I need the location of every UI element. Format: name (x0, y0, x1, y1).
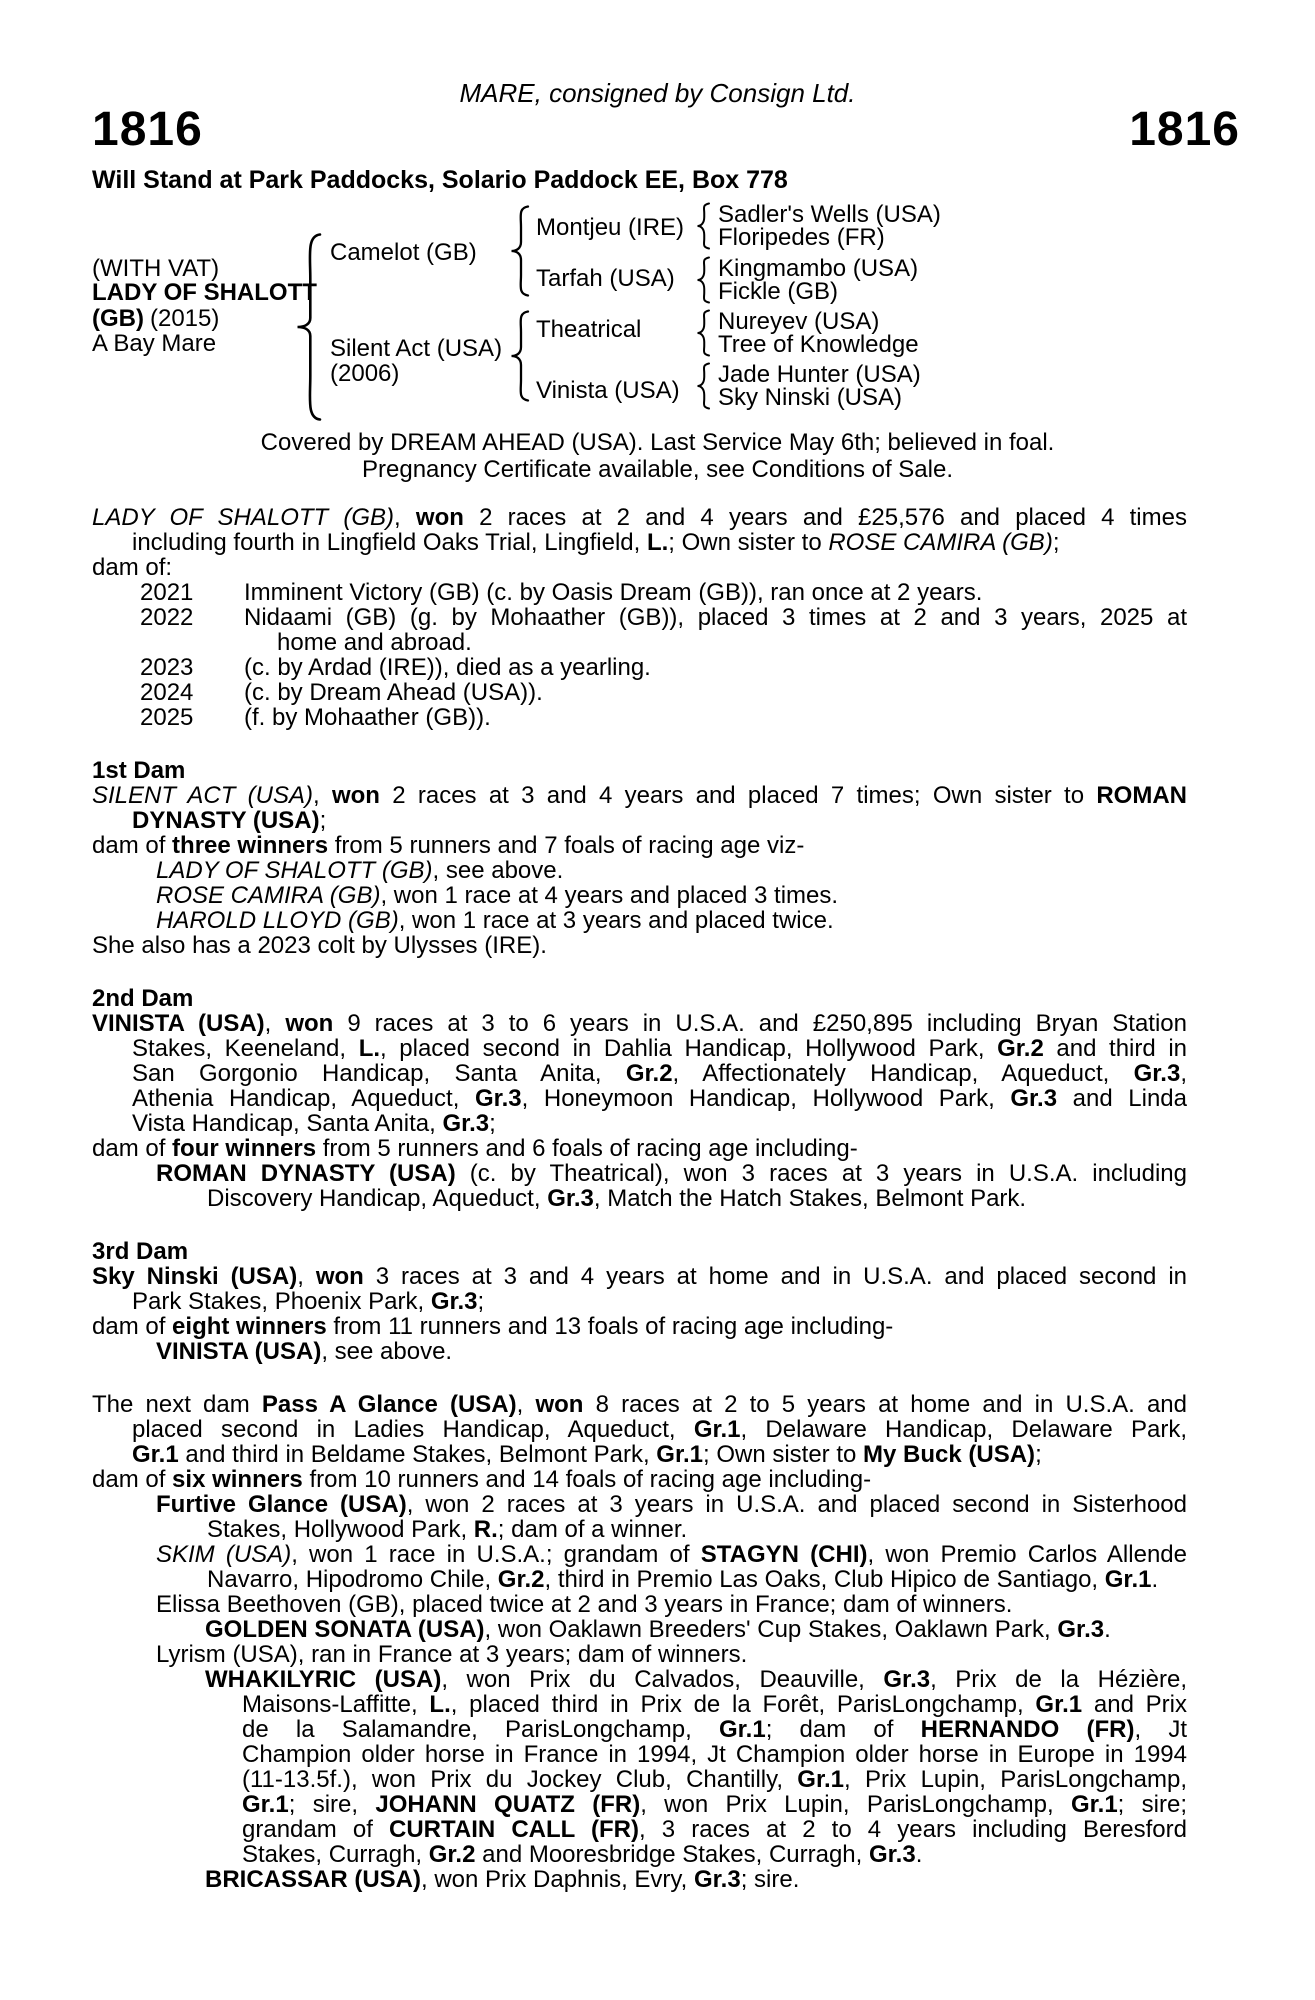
text-line (92, 1842, 1187, 1867)
plain-text: and Prix (1082, 1691, 1188, 1718)
plain-text: , placed third in Prix de la Forêt, ParisLongchamp, (450, 1691, 1036, 1718)
plain-text: Discovery Handicap, Aqueduct, (207, 1185, 548, 1212)
pedigree-paragraph (92, 933, 1187, 958)
text-line (92, 833, 1187, 858)
pedigree-brace (696, 362, 711, 410)
plain-text: , Delaware Handicap, Delaware Park, (740, 1416, 1187, 1443)
pedigree-paragraph (92, 883, 1187, 908)
plain-text: ; sire, (288, 1791, 376, 1818)
plain-text: , won 1 race in U.S.A.; grandam of (291, 1541, 701, 1568)
plain-text: from 5 runners and 7 foals of racing age viz- (328, 832, 805, 859)
plain-text: Imminent Victory (GB) (c. by Oasis Dream (GB)), ran once at 2 years. (244, 579, 983, 606)
pedigree-page-body (92, 505, 1187, 1892)
plain-text: Stakes, Keeneland, (132, 1035, 359, 1062)
produce-record (92, 655, 1187, 680)
gen3-sire-dam: Tarfah (USA) (536, 265, 675, 292)
bold-text: ROMAN DYNASTY (USA) (156, 1160, 456, 1187)
bold-text: L. (429, 1691, 451, 1718)
plain-text: ; Own sister to (702, 1441, 864, 1468)
pedigree-paragraph (92, 555, 1187, 580)
pedigree-paragraph (92, 783, 1187, 833)
text-line (92, 1086, 1187, 1111)
plain-text: . (1151, 1566, 1159, 1593)
plain-text: ; dam of (765, 1716, 921, 1743)
produce-record (92, 580, 1187, 605)
plain-text: , Prix de la Hézière, (930, 1666, 1187, 1693)
text-line (92, 1667, 1187, 1692)
text-line (92, 1742, 1187, 1767)
plain-text: (c. by Theatrical), won 3 races at 3 years in U.S.A. including (455, 1160, 1187, 1187)
plain-text: Navarro, Hipodromo Chile, (207, 1566, 498, 1593)
pedigree-brace (296, 233, 322, 421)
subject-name: LADY OF SHALOTT (92, 279, 317, 306)
covered-line: Covered by DREAM AHEAD (USA). Last Service May 6th; believed in foal. (260, 429, 1055, 456)
text-line (92, 1111, 1187, 1136)
plain-text: and third in Beldame Stakes, Belmont Park, (178, 1441, 657, 1468)
plain-text: . (915, 1841, 923, 1868)
plain-text: Nidaami (GB) (g. by Mohaather (GB)), placed 3 times at 2 and 3 years, 2025 at (244, 604, 1187, 631)
plain-text: Lyrism (USA), ran in France at 3 years; dam of winners. (156, 1641, 748, 1668)
text-line (92, 1792, 1187, 1817)
text-line (92, 1867, 1187, 1892)
plain-text: (11-13.5f.), won Prix du Jockey Club, Chantilly, (242, 1766, 798, 1793)
plain-text: ; (319, 807, 327, 834)
gen4-ancestor-7: Jade Hunter (USA) (718, 361, 921, 388)
bold-text: three winners (172, 832, 329, 859)
gen4-ancestor-3: Kingmambo (USA) (718, 255, 919, 282)
plain-text: from 5 runners and 6 foals of racing age including- (316, 1135, 858, 1162)
text-line (92, 1314, 1187, 1339)
bold-text: VINISTA (USA) (92, 1010, 265, 1037)
plain-text: , Prix Lupin, ParisLongchamp, (844, 1766, 1188, 1793)
text-line (92, 883, 1187, 908)
pedigree-brace (696, 309, 711, 357)
plain-text: grandam of (242, 1816, 389, 1843)
plain-text: , won Premio Carlos Allende (867, 1541, 1187, 1568)
plain-text: , placed second in Dahlia Handicap, Hollywood Park, (380, 1035, 998, 1062)
bold-text: JOHANN QUATZ (FR) (375, 1791, 641, 1818)
plain-text: , (516, 1391, 536, 1418)
pedigree-brace (510, 310, 530, 402)
plain-text: , Match the Hatch Stakes, Belmont Park. (593, 1185, 1027, 1212)
pedigree-paragraph (92, 1011, 1187, 1136)
plain-text: Maisons-Laffitte, (242, 1691, 430, 1718)
bold-text: won (331, 782, 380, 809)
bold-text: L. (358, 1035, 381, 1062)
plain-text: , won 2 races at 3 years in U.S.A. and placed second in Sisterhood (406, 1491, 1187, 1518)
bold-text: eight winners (172, 1313, 327, 1340)
plain-text: The next dam (92, 1391, 262, 1418)
bold-text: Gr.1 (132, 1441, 179, 1468)
produce-year: 2021 (140, 579, 194, 606)
plain-text: home and abroad. (277, 629, 472, 656)
bold-text: Gr.2 (625, 1060, 673, 1087)
bold-text: VINISTA (USA) (156, 1338, 322, 1365)
pedigree-paragraph (92, 1136, 1187, 1161)
text-line (92, 1442, 1187, 1467)
bold-text: Gr.1 (718, 1716, 766, 1743)
plain-text: ; Own sister to (668, 529, 829, 556)
text-line (92, 605, 1187, 630)
plain-text: , (264, 1010, 286, 1037)
section-heading: 1st Dam (92, 757, 186, 784)
section-heading: 2nd Dam (92, 985, 194, 1012)
plain-text: , see above. (432, 857, 564, 884)
text-line (92, 1264, 1187, 1289)
pedigree-paragraph (92, 1592, 1187, 1617)
italic-text: SILENT ACT (USA) (92, 782, 314, 809)
italic-text: ROSE CAMIRA (GB) (828, 529, 1053, 556)
produce-year: 2023 (140, 654, 194, 681)
plain-text: from 10 runners and 14 foals of racing age including- (302, 1466, 872, 1493)
pedigree-paragraph (92, 858, 1187, 883)
text-line (92, 908, 1187, 933)
text-line (92, 1011, 1187, 1036)
plain-text: Athenia Handicap, Aqueduct, (132, 1085, 475, 1112)
subject-suffix: (GB) (92, 305, 144, 332)
bold-text: Gr.3 (1057, 1616, 1105, 1643)
bold-text: R. (473, 1516, 498, 1543)
text-line (92, 933, 1187, 958)
pedigree-paragraph (92, 1542, 1187, 1592)
section-gap (92, 1211, 1187, 1239)
plain-text: 3 races at 3 and 4 years at home and in U.S.A. and placed second in (363, 1263, 1188, 1290)
plain-text: ; (489, 1110, 496, 1137)
pedigree-brace (510, 205, 530, 297)
dam-name: Silent Act (USA) (330, 335, 503, 362)
plain-text: (c. by Ardad (IRE)), died as a yearling. (244, 654, 651, 681)
plain-text: , (394, 504, 416, 531)
italic-text: SKIM (USA) (156, 1541, 292, 1568)
plain-text: ; dam of a winner. (497, 1516, 688, 1543)
bold-text: Gr.3 (430, 1288, 478, 1315)
plain-text: , won 1 race at 3 years and placed twice. (398, 907, 834, 934)
pedigree-table (0, 0, 1315, 430)
pedigree-paragraph (92, 1314, 1187, 1339)
text-line (92, 1417, 1187, 1442)
text-line (92, 1161, 1187, 1186)
section-gap (92, 1364, 1187, 1392)
plain-text: dam of (92, 1313, 173, 1340)
plain-text: , 3 races at 2 to 4 years including Beresford (638, 1816, 1187, 1843)
bold-text: Gr.3 (1010, 1085, 1058, 1112)
lot-number-right: 1816 (1129, 103, 1240, 156)
gen4-ancestor-4: Fickle (GB) (718, 278, 838, 305)
text-line (92, 1517, 1187, 1542)
gen3-sire-sire: Montjeu (IRE) (536, 214, 685, 241)
dam-year: (2006) (330, 360, 400, 387)
plain-text: , won Prix Lupin, ParisLongchamp, (640, 1791, 1071, 1818)
plain-text: , won Prix Daphnis, Evry, (421, 1866, 694, 1893)
text-line (92, 1467, 1187, 1492)
consignor-line: MARE, consigned by Consign Ltd. (459, 78, 856, 108)
plain-text: 2 races at 3 and 4 years and placed 7 times; Own sister to (379, 782, 1097, 809)
text-line (92, 655, 1187, 680)
plain-text: , won Prix du Calvados, Deauville, (441, 1666, 884, 1693)
bold-text: Gr.1 (656, 1441, 703, 1468)
produce-year: 2024 (140, 679, 194, 706)
bold-text: Gr.2 (997, 1035, 1044, 1062)
bold-text: BRICASSAR (USA) (205, 1866, 421, 1893)
pedigree-paragraph (92, 1467, 1187, 1492)
text-line (92, 783, 1187, 808)
pedigree-paragraph (92, 1867, 1187, 1892)
plain-text: ; sire; (1117, 1791, 1187, 1818)
text-line (92, 630, 1187, 655)
plain-text: including fourth in Lingfield Oaks Trial, Lingfield, (132, 529, 647, 556)
plain-text: dam of (92, 832, 173, 859)
subject-description: A Bay Mare (92, 330, 217, 357)
bold-text: DYNASTY (USA) (132, 807, 320, 834)
bold-text: Gr.2 (428, 1841, 476, 1868)
pedigree-paragraph (92, 833, 1187, 858)
plain-text: , (313, 782, 332, 809)
bold-text: L. (646, 529, 669, 556)
produce-year: 2025 (140, 704, 194, 731)
plain-text: , Honeymoon Handicap, Hollywood Park, (521, 1085, 1011, 1112)
lot-number-left: 1816 (92, 103, 203, 156)
plain-text: , Affectionately Handicap, Aqueduct, (672, 1060, 1134, 1087)
text-line (92, 1567, 1187, 1592)
text-line (92, 1289, 1187, 1314)
gen4-ancestor-8: Sky Ninski (USA) (718, 384, 903, 411)
text-line (92, 1642, 1187, 1667)
italic-text: HAROLD LLOYD (GB) (156, 907, 399, 934)
text-line (92, 505, 1187, 530)
stand-location-line: Will Stand at Park Paddocks, Solario Paddock EE, Box 778 (92, 166, 788, 194)
bold-text: Gr.1 (1104, 1566, 1152, 1593)
bold-text: Sky Ninski (USA) (92, 1263, 298, 1290)
section-heading: 3rd Dam (92, 1238, 189, 1265)
bold-text: Pass A Glance (USA) (261, 1391, 517, 1418)
plain-text: , (1180, 1060, 1187, 1087)
bold-text: Gr.1 (797, 1766, 844, 1793)
pedigree-brace (696, 256, 711, 304)
subject-suffix-year (92, 306, 219, 331)
bold-text: GOLDEN SONATA (USA) (205, 1616, 485, 1643)
pedigree-paragraph (92, 1339, 1187, 1364)
text-line (92, 705, 1187, 730)
bold-text: Gr.2 (497, 1566, 545, 1593)
produce-record (92, 705, 1187, 730)
text-line (92, 1542, 1187, 1567)
plain-text: placed second in Ladies Handicap, Aqueduct, (132, 1416, 694, 1443)
plain-text: , won 1 race at 4 years and placed 3 times. (380, 882, 839, 909)
text-line (92, 1717, 1187, 1742)
bold-text: STAGYN (CHI) (700, 1541, 868, 1568)
bold-text: Gr.1 (693, 1416, 741, 1443)
plain-text: 8 races at 2 to 5 years at home and in U.S.A. and (583, 1391, 1187, 1418)
pedigree-paragraph (92, 908, 1187, 933)
pedigree-paragraph (92, 1667, 1187, 1867)
pedigree-brace (696, 202, 711, 250)
text-line (92, 680, 1187, 705)
bold-text: Gr.3 (869, 1841, 916, 1868)
bold-text: My Buck (USA) (863, 1441, 1036, 1468)
gen4-ancestor-6: Tree of Knowledge (718, 331, 919, 358)
text-line (92, 530, 1187, 555)
pedigree-paragraph (92, 1264, 1187, 1314)
plain-text: ; sire. (740, 1866, 800, 1893)
plain-text: ; (1052, 529, 1060, 556)
pedigree-paragraph (92, 1161, 1187, 1211)
plain-text: , (297, 1263, 316, 1290)
pedigree-paragraph (92, 505, 1187, 555)
bold-text: WHAKILYRIC (USA) (205, 1666, 442, 1693)
gen3-dam-sire: Theatrical (536, 316, 642, 343)
plain-text: San Gorgonio Handicap, Santa Anita, (132, 1060, 626, 1087)
plain-text: ; (477, 1288, 485, 1315)
text-line (92, 1617, 1187, 1642)
text-line (92, 1186, 1187, 1211)
text-line (92, 1392, 1187, 1417)
bold-text: Gr.1 (1035, 1691, 1083, 1718)
pedigree-paragraph (92, 1642, 1187, 1667)
plain-text: and Mooresbridge Stakes, Curragh, (475, 1841, 869, 1868)
plain-text: , see above. (321, 1338, 453, 1365)
gen4-ancestor-1: Sadler's Wells (USA) (718, 201, 941, 228)
plain-text: dam of (92, 1135, 173, 1162)
subject-year: (2015) (149, 305, 220, 332)
plain-text: Champion older horse in France in 1994, Jt Champion older horse in Europe in 1994 (242, 1741, 1187, 1768)
produce-record (92, 680, 1187, 705)
plain-text: ; (1035, 1441, 1042, 1468)
pedigree-paragraph (92, 1392, 1187, 1467)
bold-text: Gr.1 (1070, 1791, 1118, 1818)
italic-text: LADY OF SHALOTT (GB) (92, 504, 395, 531)
text-line (92, 1592, 1187, 1617)
bold-text: Gr.3 (547, 1185, 594, 1212)
plain-text: and Linda (1057, 1085, 1187, 1112)
text-line (92, 1692, 1187, 1717)
plain-text: Stakes, Curragh, (242, 1841, 429, 1868)
text-line (92, 580, 1187, 605)
pedigree-paragraph (92, 1492, 1187, 1542)
bold-text: Gr.3 (883, 1666, 931, 1693)
bold-text: HERNANDO (FR) (920, 1716, 1135, 1743)
pedigree-paragraph (92, 1617, 1187, 1642)
plain-text: She also has a 2023 colt by Ulysses (IRE). (92, 932, 547, 959)
plain-text: . (1104, 1616, 1111, 1643)
bold-text: four winners (172, 1135, 317, 1162)
text-line (92, 1817, 1187, 1842)
bold-text: Furtive Glance (USA) (156, 1491, 407, 1518)
plain-text: Stakes, Hollywood Park, (207, 1516, 474, 1543)
bold-text: won (315, 1263, 364, 1290)
plain-text: from 11 runners and 13 foals of racing age including- (326, 1313, 894, 1340)
text-line (92, 1339, 1187, 1364)
plain-text: de la Salamandre, ParisLongchamp, (242, 1716, 719, 1743)
section-gap (92, 958, 1187, 986)
bold-text: Gr.1 (242, 1791, 289, 1818)
plain-text: and third in (1043, 1035, 1187, 1062)
text-line (92, 1767, 1187, 1792)
produce-year: 2022 (140, 604, 194, 631)
pregnancy-certificate-line: Pregnancy Certificate available, see Conditions of Sale. (362, 456, 953, 483)
gen4-ancestor-2: Floripedes (FR) (718, 224, 885, 251)
bold-text: won (285, 1010, 334, 1037)
sire-name: Camelot (GB) (330, 239, 477, 266)
bold-text: won (535, 1391, 584, 1418)
produce-record (92, 605, 1187, 655)
italic-text: LADY OF SHALOTT (GB) (156, 857, 433, 884)
plain-text: Park Stakes, Phoenix Park, (132, 1288, 431, 1315)
text-line (92, 1061, 1187, 1086)
text-line (92, 858, 1187, 883)
bold-text: Gr.3 (442, 1110, 490, 1137)
plain-text: dam of (92, 1466, 173, 1493)
section-gap (92, 730, 1187, 758)
bold-text: Gr.3 (1133, 1060, 1181, 1087)
plain-text: , Jt (1134, 1716, 1187, 1743)
plain-text: (c. by Dream Ahead (USA)). (244, 679, 543, 706)
plain-text: , won Oaklawn Breeders' Cup Stakes, Oaklawn Park, (484, 1616, 1058, 1643)
plain-text: , third in Premio Las Oaks, Club Hipico de Santiago, (544, 1566, 1105, 1593)
plain-text: (f. by Mohaather (GB)). (244, 704, 491, 731)
vat-note: (WITH VAT) (92, 255, 220, 282)
text-line (92, 555, 1187, 580)
text-line (92, 1492, 1187, 1517)
bold-text: six winners (172, 1466, 303, 1493)
bold-text: CURTAIN CALL (FR) (389, 1816, 639, 1843)
gen3-dam-dam: Vinista (USA) (536, 377, 680, 404)
plain-text: dam of: (92, 554, 173, 581)
bold-text: Gr.3 (474, 1085, 522, 1112)
gen4-ancestor-5: Nureyev (USA) (718, 308, 880, 335)
plain-text: 9 races at 3 to 6 years in U.S.A. and £250,895 including Bryan Station (333, 1010, 1188, 1037)
bold-text: won (415, 504, 464, 531)
text-line (92, 808, 1187, 833)
text-line (92, 1136, 1187, 1161)
text-line (92, 1036, 1187, 1061)
plain-text: Elissa Beethoven (GB), placed twice at 2 and 3 years in France; dam of winners. (156, 1591, 1013, 1618)
bold-text: Gr.3 (693, 1866, 741, 1893)
italic-text: ROSE CAMIRA (GB) (156, 882, 381, 909)
plain-text: Vista Handicap, Santa Anita, (132, 1110, 443, 1137)
plain-text: 2 races at 2 and 4 years and £25,576 and placed 4 times (463, 504, 1187, 531)
bold-text: ROMAN (1096, 782, 1187, 809)
